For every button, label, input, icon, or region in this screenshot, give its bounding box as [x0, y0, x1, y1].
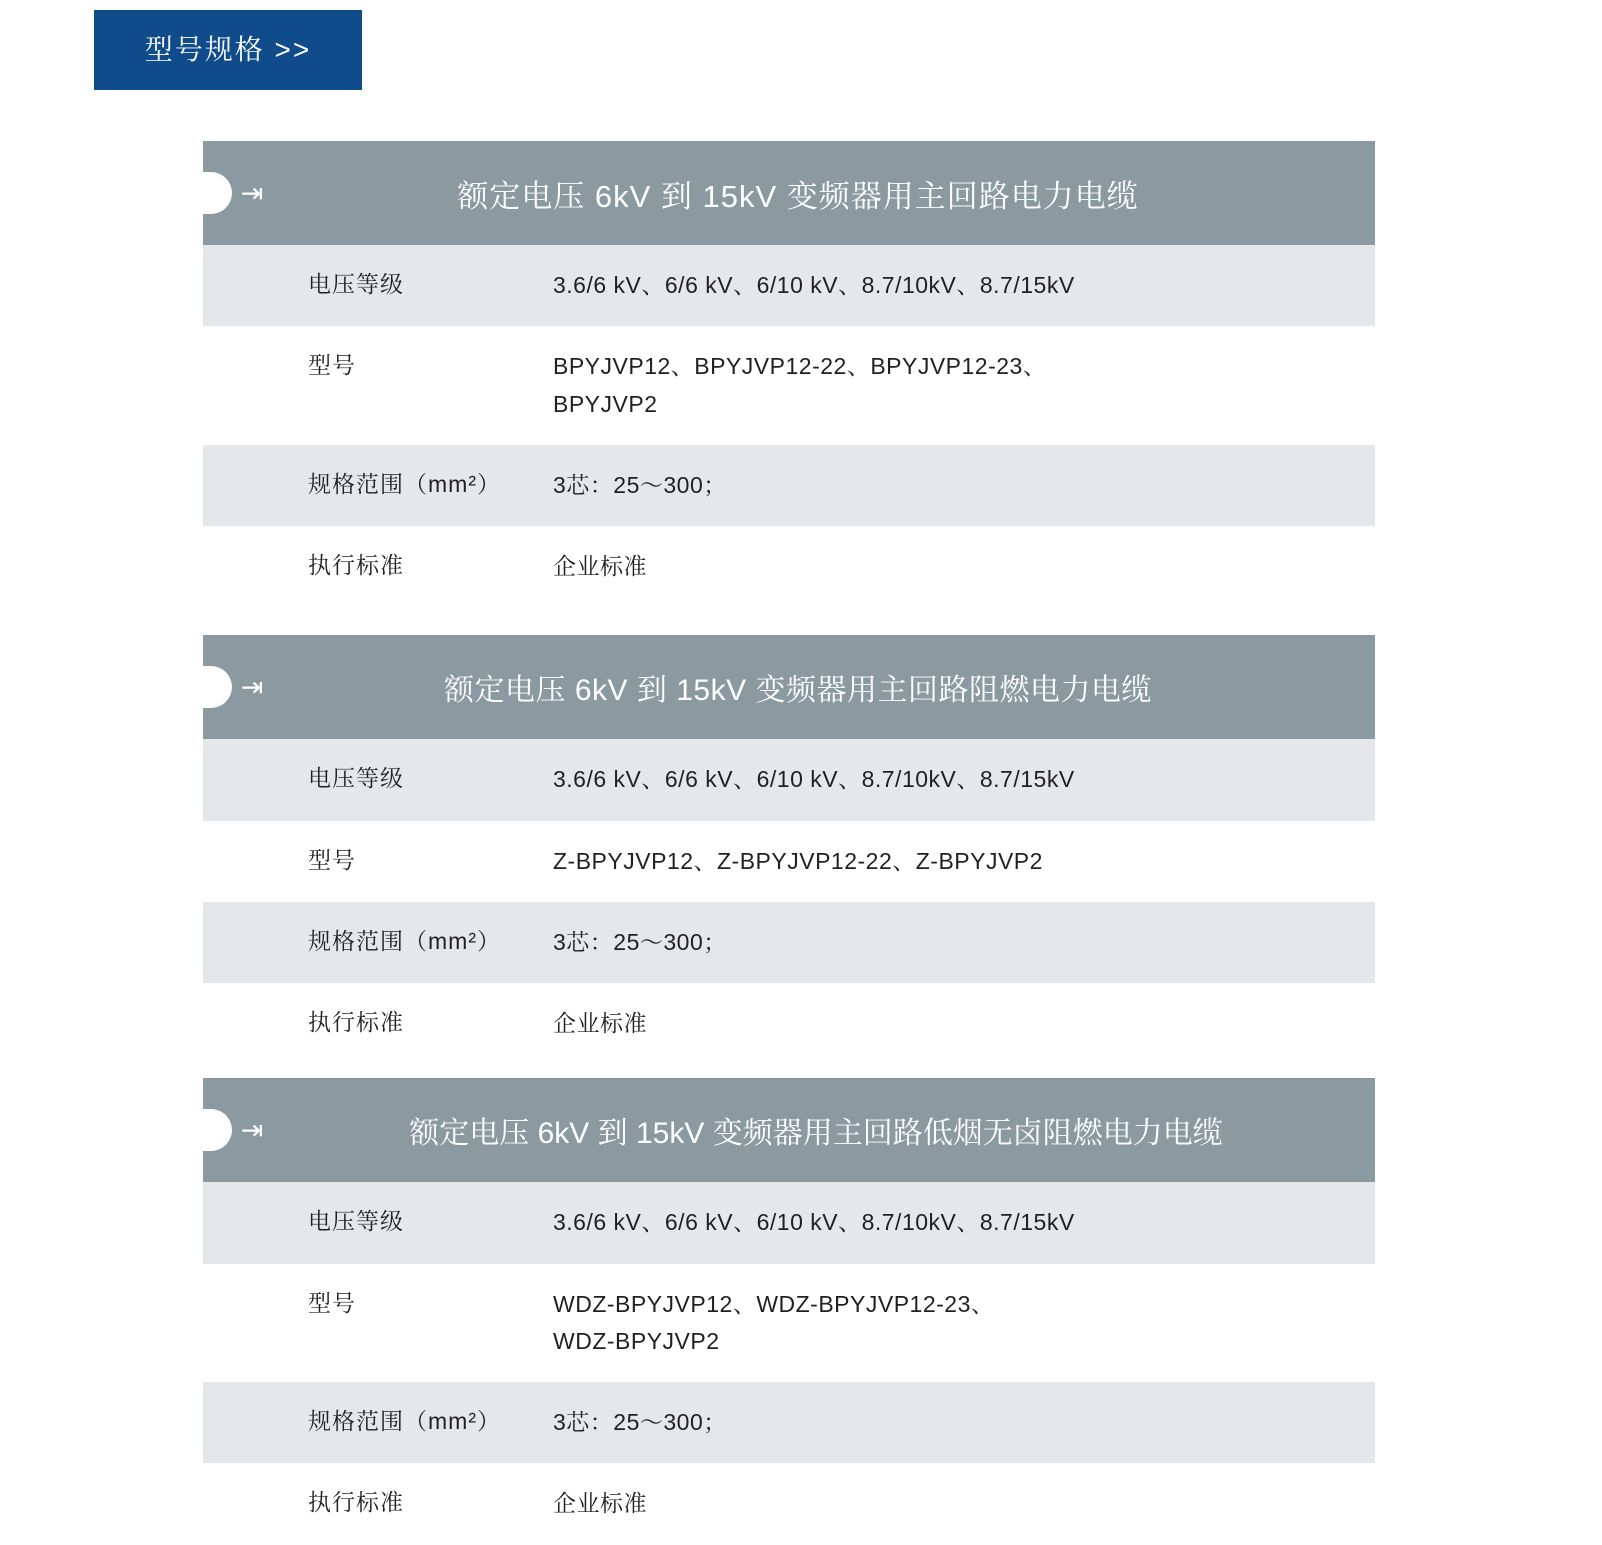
arrow-right-icon: ⇥: [240, 177, 264, 208]
table-row: [203, 983, 1375, 1064]
row-value: [553, 1286, 1375, 1361]
row-value: 3.6/6 kV、6/6 kV、6/10 kV、8.7/10kV、8.7/15kV: [553, 766, 1075, 793]
row-label: 电压等级: [308, 765, 404, 792]
spec-group: [203, 635, 1375, 1064]
table-row: [203, 526, 1375, 607]
table-row: [203, 445, 1375, 526]
row-value: 企业标准: [553, 1010, 647, 1036]
group-header[interactable]: [203, 635, 1375, 739]
group-header[interactable]: [203, 1078, 1375, 1182]
table-row: [203, 739, 1375, 820]
group-header-title: 额定电压 6kV 到 15kV 变频器用主回路阻燃电力电缆: [444, 674, 1152, 708]
row-value: 3.6/6 kV、6/6 kV、6/10 kV、8.7/10kV、8.7/15kV: [553, 272, 1075, 298]
row-label: 型号: [308, 1289, 356, 1316]
row-value: 企业标准: [553, 553, 647, 579]
row-label: 电压等级: [308, 271, 404, 297]
row-value: 3芯：25～300；: [553, 471, 727, 498]
table-row: [203, 1264, 1375, 1383]
row-label: 执行标准: [308, 1009, 404, 1035]
section-title-badge: [94, 10, 362, 90]
spec-group: [203, 141, 1375, 607]
group-header-title: 额定电压 6kV 到 15kV 变频器用主回路低烟无卤阻燃电力电缆: [409, 1117, 1223, 1151]
row-label: 电压等级: [308, 1208, 404, 1235]
table-row: [203, 245, 1375, 326]
row-label: 型号: [308, 846, 356, 873]
row-value: [553, 348, 1375, 423]
row-label: 规格范围（mm²）: [308, 470, 501, 497]
row-value: 3.6/6 kV、6/6 kV、6/10 kV、8.7/10kV、8.7/15kV: [553, 1209, 1075, 1236]
table-row: [203, 902, 1375, 983]
group-header[interactable]: [203, 141, 1375, 245]
arrow-right-icon: ⇥: [240, 1114, 264, 1145]
row-label: 规格范围（mm²）: [308, 927, 501, 954]
group-spacer: [203, 1064, 1375, 1078]
row-value: 3芯：25～300；: [553, 928, 727, 955]
spec-group: [203, 1078, 1375, 1544]
table-row: [203, 326, 1375, 445]
row-value-line2: WDZ-BPYJVP2: [553, 1327, 720, 1354]
arrow-right-icon: ⇥: [240, 671, 264, 702]
row-value: Z-BPYJVP12、Z-BPYJVP12-22、Z-BPYJVP2: [553, 847, 1043, 874]
row-value: 企业标准: [553, 1490, 647, 1517]
group-spacer: [203, 607, 1375, 635]
group-header-title: 额定电压 6kV 到 15kV 变频器用主回路电力电缆: [457, 178, 1139, 214]
row-value-line2: BPYJVP2: [553, 390, 658, 417]
row-label: 规格范围（mm²）: [308, 1408, 501, 1434]
row-label: 执行标准: [308, 1489, 404, 1516]
section-title-text: 型号规格 >>: [144, 34, 312, 65]
spec-groups: [203, 141, 1375, 1545]
table-row: [203, 1182, 1375, 1263]
row-label: 型号: [308, 352, 356, 379]
table-row: [203, 821, 1375, 902]
row-value: 3芯：25～300；: [553, 1409, 727, 1435]
row-label: 执行标准: [308, 552, 404, 578]
row-value-line1: WDZ-BPYJVP12、WDZ-BPYJVP12-23、: [553, 1290, 995, 1317]
table-row: [203, 1463, 1375, 1544]
table-row: [203, 1382, 1375, 1463]
row-value-line1: BPYJVP12、BPYJVP12-22、BPYJVP12-23、: [553, 353, 1047, 380]
